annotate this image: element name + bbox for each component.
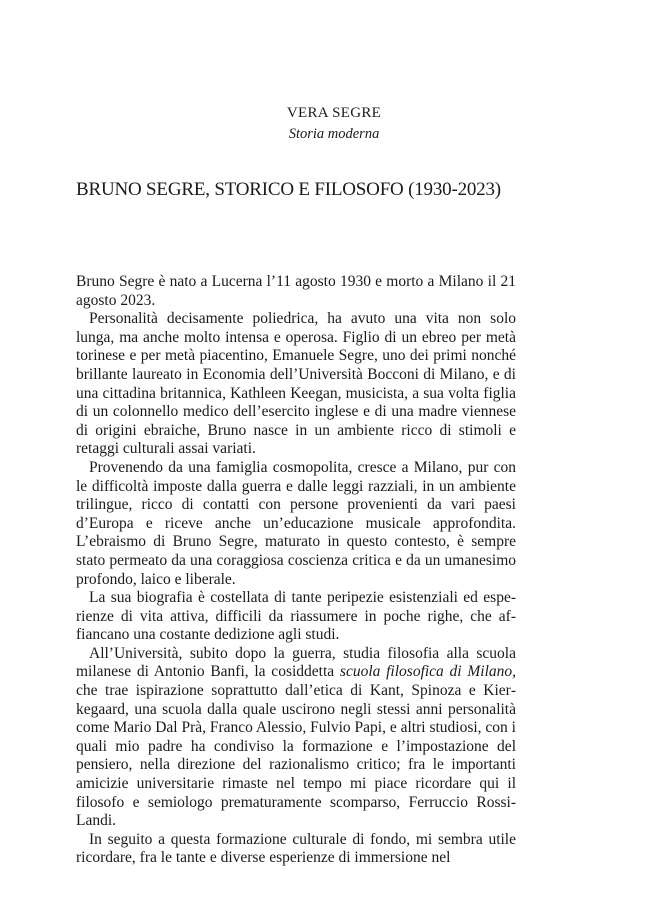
paragraph-2: Personalità decisamente poliedrica, ha avuto una vita non solo lunga, ma anche molto intensa e operosa. Figlio di un ebreo per metà torinese e per metà piacentino, Emanuele Segre, uno dei primi nonché brillante laureato in Economia dell’Università Bocconi di Milano, e di una cittadina britannica, Kathleen Keegan, musicista, a sua volta figlia di un colonnello medico dell’esercito inglese e di una madre viennese di origini ebraiche, Bruno nasce in un ambiente ricco di stimoli e retaggi culturali assai variati. — [76, 310, 516, 458]
article-title: BRUNO SEGRE, STORICO E FILOSOFO (1930-2023) — [76, 179, 501, 200]
paragraph-5 — [76, 645, 516, 831]
paragraph-1: Bruno Segre è nato a Lucerna l’11 agosto 1930 e morto a Milano il 21 agosto 2023. — [76, 273, 516, 309]
author-affiliation: Storia moderna — [288, 126, 380, 142]
paragraph-5-text-start: All’Università, subito dopo la guerra, studia filosofia alla scuola milanese di Antonio Banfi, la cosiddetta — [76, 644, 516, 681]
paragraph-5-italic-phrase: scuola filosofica di Milano, — [339, 663, 517, 681]
author-name: VERA SEGRE — [286, 105, 382, 121]
paragraph-6: In seguito a questa formazione culturale di fondo, mi sembra utile ricordare, fra le tante e diverse esperienze di immersione nel — [76, 830, 516, 867]
paragraph-4: La sua biografia è costellata di tante peripezie esistenziali ed esperienze di vita attiva, difficili da riassumere in poche righe, che affiancano una costante dedizione agli studi. — [76, 589, 516, 644]
article-body — [76, 273, 516, 868]
paragraph-5-text-end: che trae ispirazione soprattutto dall’etica di Kant, Spinoza e Kierkegaard, una scuola dalla quale uscirono negli stessi anni personalità come Mario Dal Prà, Franco Alessio, Fulvio Papi, e altri studiosi, con i quali mio padre ha condiviso la formazione e l’impostazione del pensiero, nella direzione del razionalismo critico; fra le importanti amicizie universitarie rimaste nel tempo mi piace ricordare qui il filosofo e semiologo prematuramente scomparso, Ferruccio Rossi-Landi. — [76, 682, 516, 830]
author-block — [0, 103, 650, 145]
paragraph-3: Provenendo da una famiglia cosmopolita, cresce a Milano, pur con le difficoltà imposte dalla guerra e dalle leggi razziali, in un ambiente trilingue, ricco di contatti con persone provenienti da vari paesi d’Europa e riceve anche un’educazione musicale approfondita. L’ebraismo di Bruno Segre, maturato in questo contesto, è sempre stato permeato da una coraggiosa coscienza critica e da un umanesimo profondo, laico e liberale. — [76, 458, 516, 588]
